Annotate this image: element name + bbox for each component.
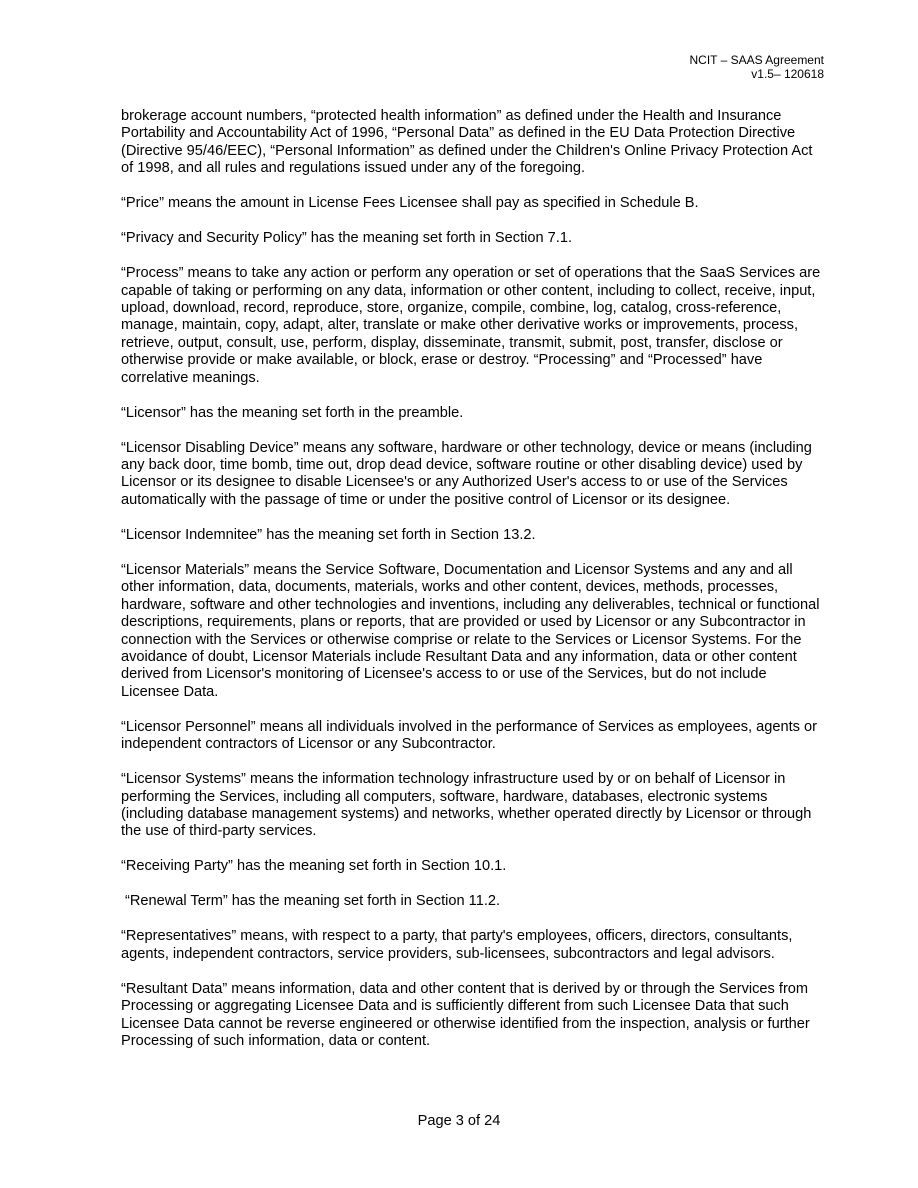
page-number: Page 3 of 24 — [417, 1113, 501, 1129]
paragraph-continuation: brokerage account numbers, “protected health information” as defined under the Health and Insurance Portability and Accountability Act of 1996, “Personal Data” as defined in the EU Data Protection Directive (Directive 95/46/EEC), “Personal Information” as defined under the Children's Online Privacy Protection Act of 1998, and all rules and regulations issued under any of the foregoing. — [121, 108, 813, 177]
definition-licensor-indemnitee: “Licensor Indemnitee” has the meaning set forth in Section 13.2. — [121, 526, 536, 543]
definition-renewal-term: “Renewal Term” has the meaning set forth in Section 11.2. — [125, 893, 501, 910]
definition-resultant-data: “Resultant Data” means information, data and other content that is derived by or through the Services from Processing or aggregating Licensee Data and is sufficiently different from such Licensee Data that such Licensee Data cannot be reverse engineered or otherwise identified from the inspection, analysis or further Processing of such information, data or content. — [121, 980, 810, 1049]
definition-price: “Price” means the amount in License Fees Licensee shall pay as specified in Schedule B. — [121, 195, 699, 212]
definition-licensor-disabling-device: “Licensor Disabling Device” means any software, hardware or other technology, device or means (including any back door, time bomb, time out, drop dead device, software routine or other disabling device) used by Licensor or its designee to disable Licensee's or any Authorized User's access to or use of the Services automatically with the passage of time or under the positive control of Licensor or its designee. — [121, 439, 812, 508]
definition-process: “Process” means to take any action or perform any operation or set of operations that the SaaS Services are capable of taking or performing on any data, information or other content, including to collect, receive, input, upload, download, record, reproduce, store, organize, compile, combine, log, catalog, cross-reference, manage, maintain, copy, adapt, alter, translate or make other derivative works or improvements, process, retrieve, output, consult, use, perform, display, disseminate, transmit, submit, post, transfer, disclose or otherwise provide or make available, or block, erase or destroy. “Processing” and “Processed” have correlative meanings. — [121, 265, 821, 386]
page-footer — [0, 1112, 918, 1130]
definition-licensor: “Licensor” has the meaning set forth in the preamble. — [121, 404, 464, 421]
definition-licensor-systems: “Licensor Systems” means the information technology infrastructure used by or on behalf of Licensor in performing the Services, including all computers, software, hardware, databases, electronic systems (including database management systems) and networks, whether operated directly by Licensor or through the use of third-party services. — [121, 771, 812, 840]
definition-licensor-materials: “Licensor Materials” means the Service Software, Documentation and Licensor Systems and any and all other information, data, documents, materials, works and other content, devices, methods, processes, hardware, software and other technologies and inventions, including any deliverables, technical or functional descriptions, requirements, plans or reports, that are provided or used by Licensor or any Subcontractor in connection with the Services or otherwise comprise or relate to the Services or Licensor Systems. For the avoidance of doubt, Licensor Materials include Resultant Data and any information, data or other content derived from Licensor's monitoring of Licensee's access to or use of the Services, but do not include Licensee Data. — [121, 561, 820, 700]
definition-privacy-security-policy: “Privacy and Security Policy” has the meaning set forth in Section 7.1. — [121, 230, 573, 247]
definition-licensor-personnel: “Licensor Personnel” means all individuals involved in the performance of Services as employees, agents or independent contractors of Licensor or any Subcontractor. — [121, 718, 817, 753]
document-body — [121, 108, 823, 1068]
page-header — [689, 53, 824, 81]
document-version: v1.5– 120618 — [751, 67, 824, 81]
definition-receiving-party: “Receiving Party” has the meaning set forth in Section 10.1. — [121, 858, 507, 875]
definition-representatives: “Representatives” means, with respect to a party, that party's employees, officers, directors, consultants, agents, independent contractors, service providers, sub-licensees, subcontractors and legal advisors. — [121, 928, 793, 962]
document-title: NCIT – SAAS Agreement — [689, 53, 824, 67]
